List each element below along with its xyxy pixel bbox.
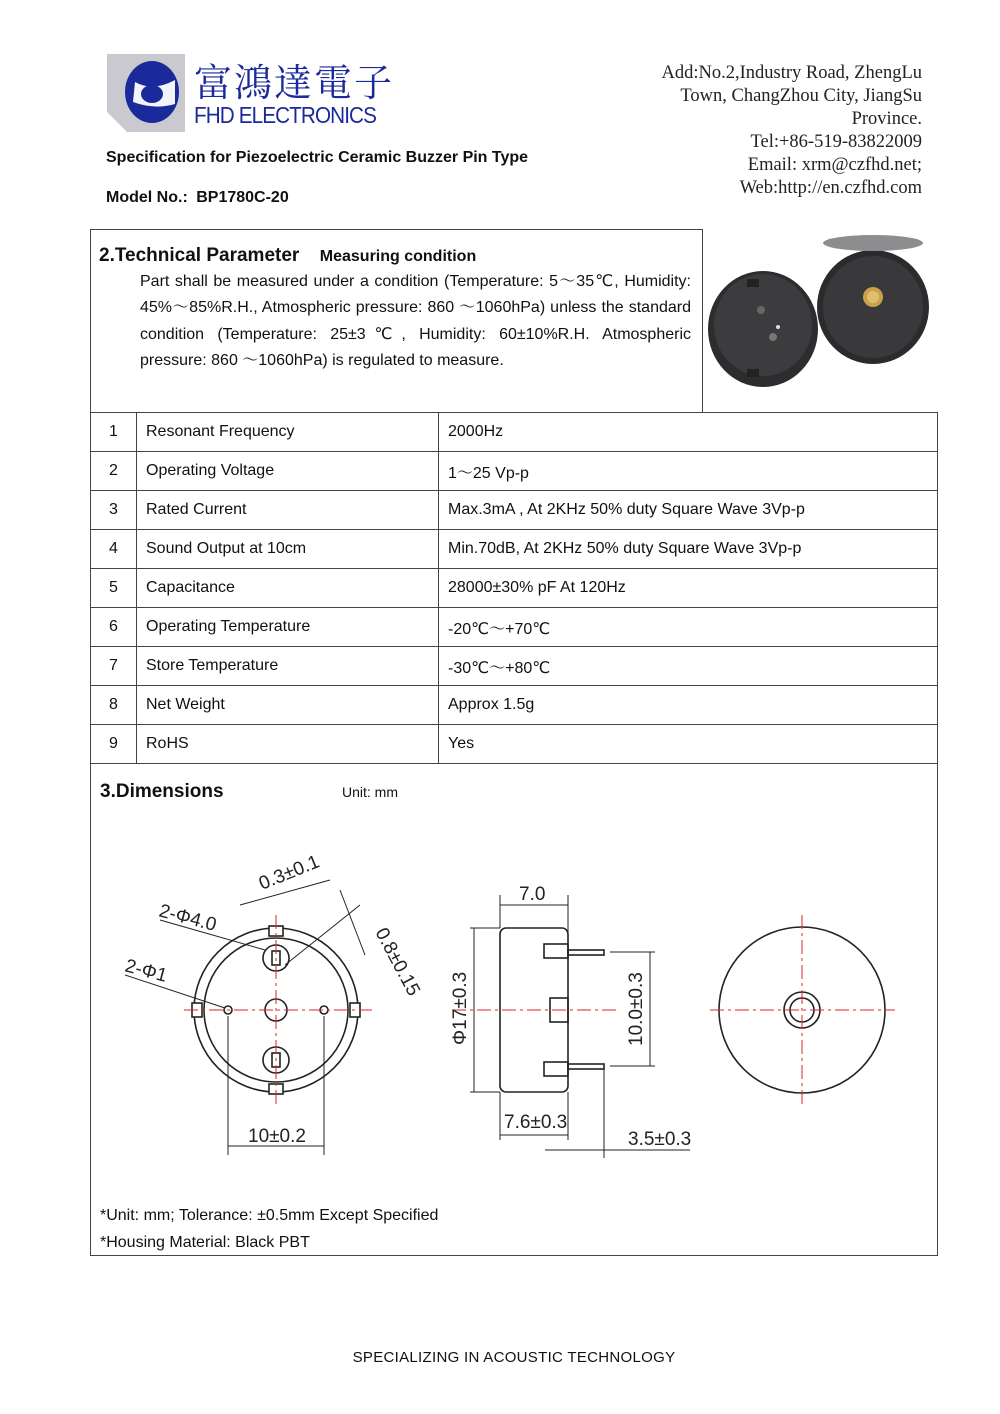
row-number: 2 — [91, 452, 137, 491]
table-row — [91, 569, 938, 608]
address-tel: Tel:+86-519-83822009 — [750, 132, 922, 152]
param-value: Max.3mA , At 2KHz 50% duty Square Wave 3Vp-p — [439, 491, 938, 530]
address-line: Town, ChangZhou City, JiangSu — [680, 86, 922, 106]
param-name: Rated Current — [137, 491, 439, 530]
param-value: -30℃～+80℃ — [439, 647, 938, 686]
row-number: 7 — [91, 647, 137, 686]
product-photo — [703, 229, 938, 413]
param-value: -20℃～+70℃ — [439, 608, 938, 647]
company-name-en: FHD ELECTRONICS — [194, 102, 377, 128]
table-row — [91, 413, 938, 452]
param-value: 2000Hz — [439, 413, 938, 452]
table-row — [91, 608, 938, 647]
table-row — [91, 647, 938, 686]
table-row — [91, 452, 938, 491]
dim-label-pin-span: 10.0±0.3 — [626, 972, 647, 1046]
side-view — [470, 895, 690, 1158]
model-number — [106, 189, 289, 207]
dim-label-pitch: 10±0.2 — [248, 1126, 306, 1147]
document-title: Specification for Piezoelectric Ceramic Buzzer Pin Type — [106, 149, 529, 166]
dim-label-pin-width: 0.3±0.1 — [256, 851, 323, 895]
address-web: Web:http://en.czfhd.com — [739, 178, 922, 198]
row-number: 4 — [91, 530, 137, 569]
dim-label-body-height: 7.6±0.3 — [504, 1112, 568, 1133]
param-name: Operating Voltage — [137, 452, 439, 491]
param-value: 28000±30% pF At 120Hz — [439, 569, 938, 608]
tolerance-note: *Unit: mm; Tolerance: ±0.5mm Except Specified — [100, 1207, 439, 1224]
dimension-drawing — [91, 800, 937, 1200]
row-number: 3 — [91, 491, 137, 530]
address-line: Add:No.2,Industry Road, ZhengLu — [661, 63, 922, 83]
table-row — [91, 725, 938, 764]
dimensions-unit: Unit: mm — [342, 784, 398, 800]
row-number: 5 — [91, 569, 137, 608]
param-value: Yes — [439, 725, 938, 764]
address-email: Email: xrm@czfhd.net; — [747, 155, 922, 175]
measuring-condition-text: Part shall be measured under a condition (Temperature: 5～35℃, Humidity: 45%～85%R.H., Atmospheric pressure: 860 ～1060hPa) unless the standard condition (Temperature: 25±3℃, Humidity: 60±10%R.H. Atmospheric pressure: 860 ～1060hPa) is regulated to measure. — [140, 273, 691, 369]
table-row — [91, 530, 938, 569]
section-title: 2.Technical Parameter — [99, 245, 300, 266]
table-row — [91, 491, 938, 530]
param-name: Net Weight — [137, 686, 439, 725]
dim-label-rim: 0.8±0.15 — [370, 924, 424, 1000]
model-value: BP1780C-20 — [196, 189, 289, 206]
row-number: 1 — [91, 413, 137, 452]
page-footer: SPECIALIZING IN ACOUSTIC TECHNOLOGY — [352, 1349, 676, 1366]
material-note: *Housing Material: Black PBT — [100, 1234, 310, 1251]
center-lines — [184, 915, 895, 1105]
row-number: 9 — [91, 725, 137, 764]
dim-label-diameter: Φ17±0.3 — [450, 971, 471, 1045]
row-number: 6 — [91, 608, 137, 647]
param-value: 1～25 Vp-p — [439, 452, 938, 491]
param-name: RoHS — [137, 725, 439, 764]
row-number: 8 — [91, 686, 137, 725]
dim-label-top-width: 7.0 — [519, 884, 546, 905]
dim-label-hole4: 2-Φ4.0 — [156, 900, 219, 936]
param-name: Store Temperature — [137, 647, 439, 686]
table-row — [91, 686, 938, 725]
address-line: Province. — [851, 109, 922, 129]
param-name: Sound Output at 10cm — [137, 530, 439, 569]
dim-label-pin-length: 3.5±0.3 — [628, 1129, 692, 1150]
section-subtitle: Measuring condition — [319, 248, 477, 265]
param-name: Operating Temperature — [137, 608, 439, 647]
parameter-table — [90, 412, 938, 764]
company-name-cn: 富鴻達電子 — [194, 61, 395, 105]
param-value: Min.70dB, At 2KHz 50% duty Square Wave 3Vp-p — [439, 530, 938, 569]
company-address — [602, 62, 922, 200]
param-name: Capacitance — [137, 569, 439, 608]
param-value: Approx 1.5g — [439, 686, 938, 725]
model-label: Model No.: — [106, 189, 188, 206]
dimensions-title: 3.Dimensions — [100, 781, 224, 802]
dim-label-hole1: 2-Φ1 — [122, 955, 170, 987]
param-name: Resonant Frequency — [137, 413, 439, 452]
